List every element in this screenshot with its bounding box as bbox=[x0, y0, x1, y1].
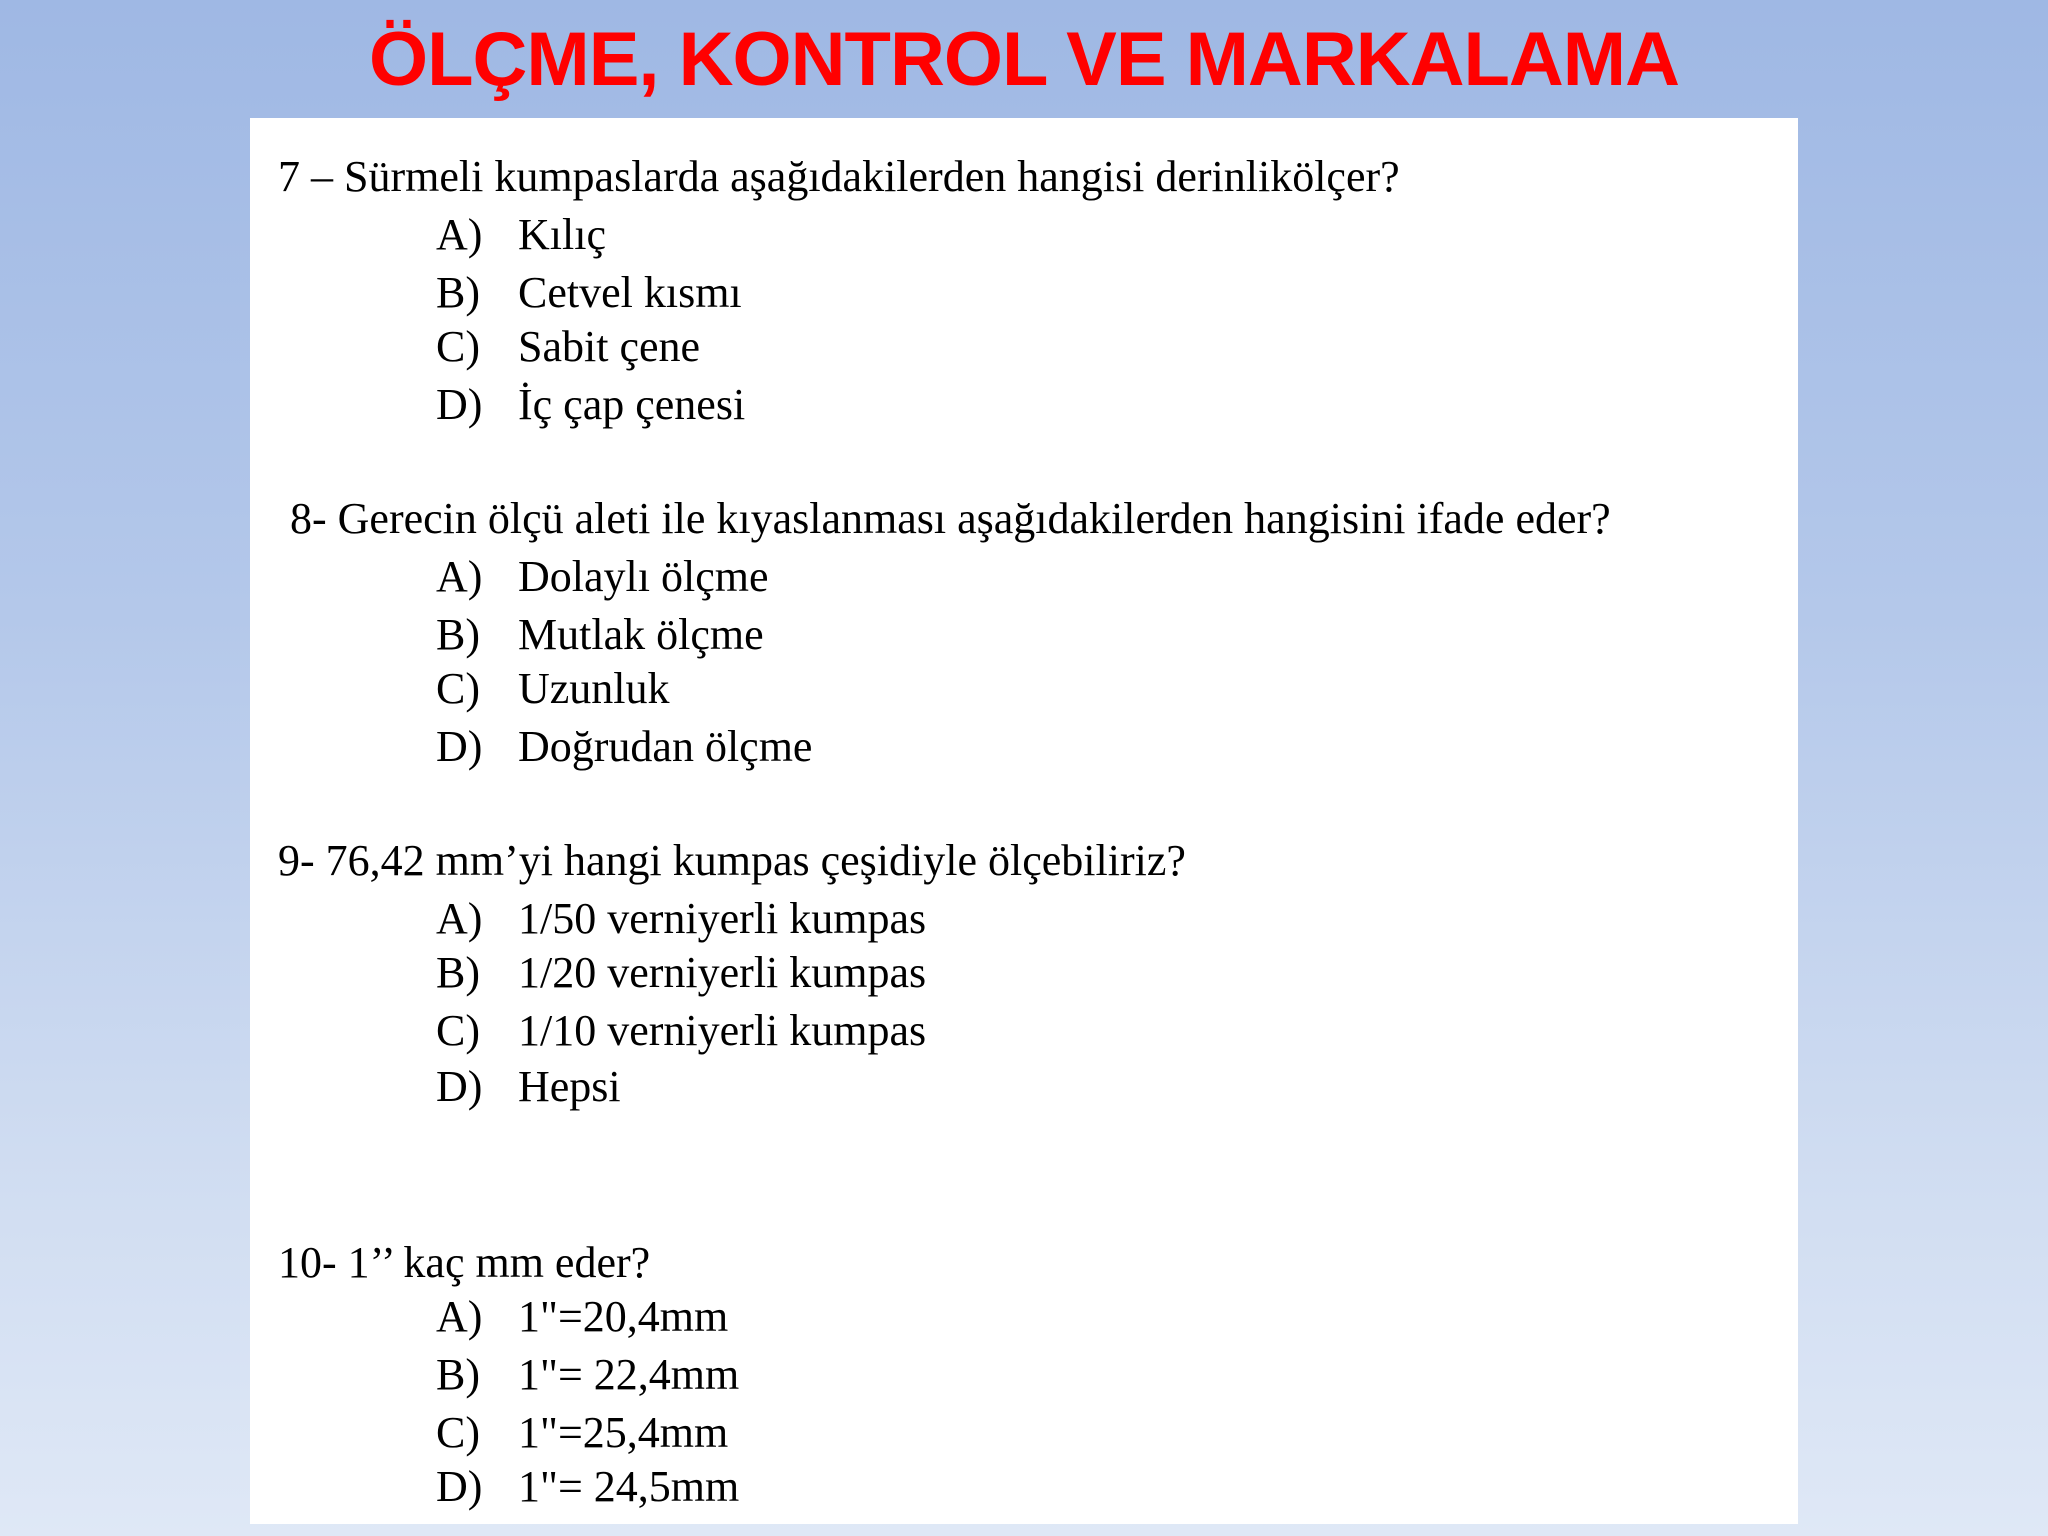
option-c bbox=[436, 660, 670, 718]
option-text: Mutlak ölçme bbox=[518, 610, 764, 659]
option-text: İç çap çenesi bbox=[518, 380, 746, 429]
option-letter: B) bbox=[436, 268, 480, 317]
option-b bbox=[436, 264, 742, 322]
option-d bbox=[436, 1058, 621, 1116]
option-a bbox=[436, 1288, 728, 1346]
option-text: 1"=25,4mm bbox=[518, 1408, 729, 1457]
option-letter: C) bbox=[436, 322, 480, 371]
option-letter: D) bbox=[436, 1062, 483, 1111]
option-letter: A) bbox=[436, 894, 483, 943]
option-letter: A) bbox=[436, 552, 483, 601]
option-letter: B) bbox=[436, 1350, 480, 1399]
option-letter: D) bbox=[436, 722, 483, 771]
option-text: Kılıç bbox=[518, 210, 606, 259]
option-letter: A) bbox=[436, 210, 483, 259]
option-c bbox=[436, 1002, 926, 1060]
option-letter: D) bbox=[436, 380, 483, 429]
option-text: Sabit çene bbox=[518, 322, 701, 371]
slide-title: ÖLÇME, KONTROL VE MARKALAMA bbox=[369, 17, 1679, 102]
question-sheet bbox=[250, 118, 1798, 1524]
option-c bbox=[436, 1404, 728, 1462]
option-b bbox=[436, 944, 926, 1002]
option-a bbox=[436, 206, 606, 264]
option-text: 1/20 verniyerli kumpas bbox=[518, 948, 927, 997]
option-letter: A) bbox=[436, 1292, 483, 1341]
option-text: 1"= 24,5mm bbox=[518, 1462, 740, 1511]
option-letter: B) bbox=[436, 610, 480, 659]
option-d bbox=[436, 1458, 739, 1516]
question-text: 7 – Sürmeli kumpaslarda aşağıdakilerden hangisi derinlikölçer? bbox=[278, 152, 1400, 201]
option-c bbox=[436, 318, 700, 376]
option-letter: D) bbox=[436, 1462, 483, 1511]
option-b bbox=[436, 1346, 739, 1404]
option-letter: C) bbox=[436, 1408, 480, 1457]
option-text: Dolaylı ölçme bbox=[518, 552, 769, 601]
option-text: 1"= 22,4mm bbox=[518, 1350, 740, 1399]
option-letter: B) bbox=[436, 948, 480, 997]
option-text: 1"=20,4mm bbox=[518, 1292, 729, 1341]
option-text: 1/10 verniyerli kumpas bbox=[518, 1006, 927, 1055]
option-a bbox=[436, 890, 926, 948]
option-text: Cetvel kısmı bbox=[518, 268, 742, 317]
option-letter: C) bbox=[436, 664, 480, 713]
option-a bbox=[436, 548, 769, 606]
option-b bbox=[436, 606, 764, 664]
question-text: 8- Gerecin ölçü aleti ile kıyaslanması aşağıdakilerden hangisini ifade eder? bbox=[290, 494, 1611, 543]
option-d bbox=[436, 376, 745, 434]
option-d bbox=[436, 718, 812, 776]
option-text: Hepsi bbox=[518, 1062, 621, 1111]
option-text: Doğrudan ölçme bbox=[518, 722, 813, 771]
option-text: Uzunluk bbox=[518, 664, 670, 713]
option-letter: C) bbox=[436, 1006, 480, 1055]
question-text: 9- 76,42 mm’yi hangi kumpas çeşidiyle ölçebiliriz? bbox=[278, 836, 1186, 885]
option-text: 1/50 verniyerli kumpas bbox=[518, 894, 927, 943]
question-text: 10- 1’’ kaç mm eder? bbox=[278, 1238, 651, 1287]
